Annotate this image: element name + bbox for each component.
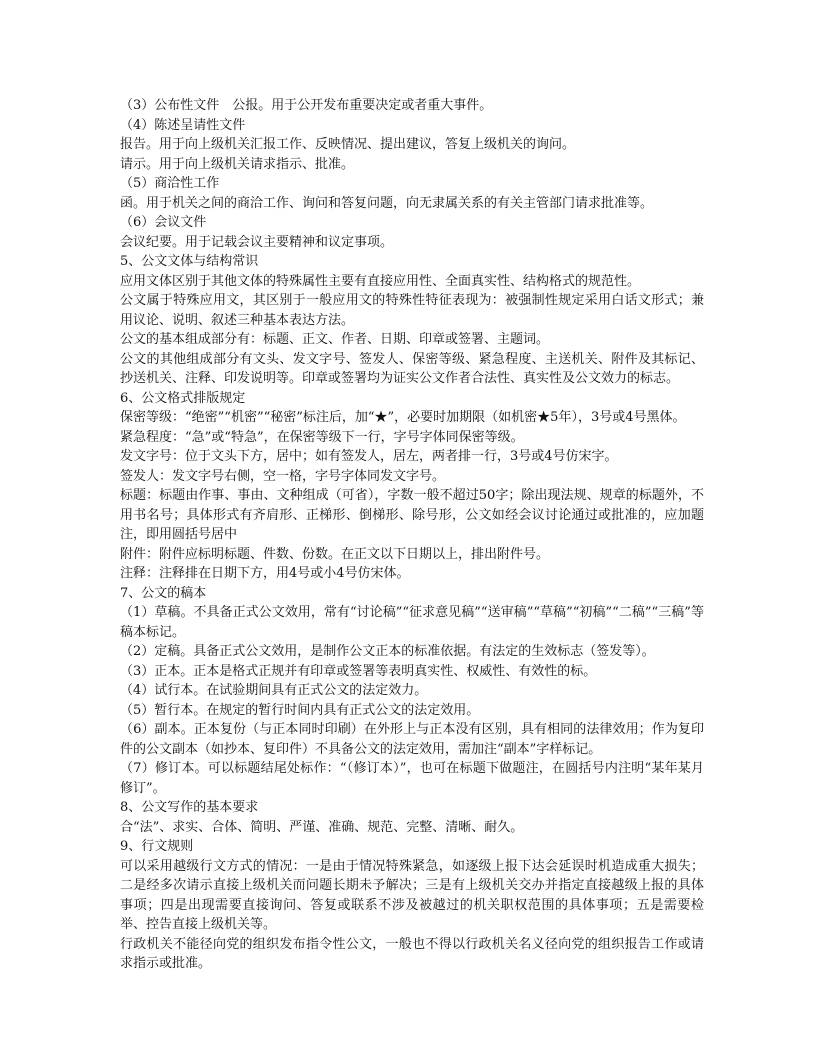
paragraph: 公文的其他组成部分有文头、发文字号、签发人、保密等级、紧急程度、主送机关、附件及其标记、抄送机关、注释、印发说明等。印章或签署均为证实公文作者合法性、真实性及公文效力的标志。 [120, 351, 704, 386]
paragraph: （7）修订本。可以标题结尾处标作：“（修订本）”，也可在标题下做题注，在圆括号内注明“某年某月修订”。 [120, 761, 704, 796]
paragraph: 公文的基本组成部分有：标题、正文、作者、日期、印章或签署、主题词。 [120, 332, 550, 347]
section-heading: 5、公文文体与结构常识 [120, 254, 259, 269]
paragraph: 注释：注释排在日期下方，用4号或小4号仿宋体。 [120, 566, 410, 581]
paragraph: （6）副本。正本复份（与正本同时印刷）在外形上与正本没有区别，具有相同的法律效用；作为复印件的公文副本（如抄本、复印件）不具备公文的法定效用，需加注“副本”字样标记。 [120, 722, 704, 757]
section-heading: 9、行文规则 [120, 839, 194, 854]
paragraph: （3）公布性文件 公报。用于公开发布重要决定或者重大事件。 [120, 98, 493, 113]
paragraph: 报告。用于向上级机关汇报工作、反映情况、提出建议，答复上级机关的询问。 [120, 137, 576, 152]
paragraph: 应用文体区别于其他文体的特殊属性主要有直接应用性、全面真实性、结构格式的规范性。 [120, 273, 641, 289]
paragraph: 签发人：发文字号右侧，空一格，字号字体同发文字号。 [120, 468, 446, 484]
paragraph: 发文字号：位于文头下方，居中；如有签发人，居左，两者排一行，3号或4号仿宋字。 [120, 449, 618, 464]
section-heading: 6、公文格式排版规定 [120, 390, 246, 406]
section-subheading: （4）陈述呈请性文件 [120, 117, 246, 133]
paragraph: 保密等级：“绝密”“机密”“秘密”标注后，加“★”，必要时加期限（如机密★5年），3号或4号黑体。 [120, 410, 686, 425]
section-subheading: （6）会议文件 [120, 215, 207, 230]
paragraph: 请示。用于向上级机关请求指示、批准。 [120, 156, 355, 172]
paragraph: （3）正本。正本是格式正规并有印章或签署等表明真实性、权威性、有效性的标。 [120, 663, 597, 679]
paragraph: 合“法”、求实、合体、简明、严谨、准确、规范、完整、清晰、耐久。 [120, 819, 524, 835]
paragraph: （2）定稿。具备正式公文效用，是制作公文正本的标准依据。有法定的生效标志（签发等）。 [120, 644, 655, 659]
paragraph: 函。用于机关之间的商洽工作、询问和答复问题，向无隶属关系的有关主管部门请求批准等。 [120, 195, 654, 211]
paragraph: 行政机关不能径向党的组织发布指令性公文，一般也不得以行政机关名义径向党的组织报告工作或请求指示或批准。 [120, 936, 704, 971]
paragraph: 会议纪要。用于记载会议主要精神和议定事项。 [120, 234, 394, 250]
section-heading: 8、公文写作的基本要求 [120, 800, 259, 815]
paragraph: （4）试行本。在试验期间具有正式公文的法定效力。 [120, 683, 428, 698]
paragraph: 紧急程度：“急”或“特急”，在保密等级下一行，字号字体同保密等级。 [120, 429, 524, 445]
paragraph: （1）草稿。不具备正式公文效用，常有“讨论稿”“征求意见稿”“送审稿”“草稿”“初稿”“二稿”“三稿”等稿本标记。 [120, 605, 704, 640]
paragraph: （5）暂行本。在规定的暂行时间内具有正式公文的法定效用。 [120, 702, 480, 718]
document-body [120, 96, 704, 974]
paragraph: 附件：附件应标明标题、件数、份数。在正文以下日期以上，排出附件号。 [120, 546, 550, 562]
section-heading: 7、公文的稿本 [120, 585, 207, 601]
section-subheading: （5）商洽性工作 [120, 176, 220, 191]
paragraph: 公文属于特殊应用文，其区别于一般应用文的特殊性特征表现为：被强制性规定采用白话文形式；兼用议论、说明、叙述三种基本表达方法。 [120, 293, 704, 328]
paragraph: 可以采用越级行文方式的情况：一是由于情况特殊紧急，如逐级上报下达会延误时机造成重大损失；二是经多次请示直接上级机关而问题长期未予解决；三是有上级机关交办并指定直接越级上报的具体事项；四是出现需要直接询问、答复或联系不涉及被越过的机关职权范围的具体事项；五是需要检举、控告直接上级机关等。 [120, 858, 704, 932]
paragraph: 标题：标题由作事、事由、文种组成（可省），字数一般不超过50字；除出现法规、规章的标题外，不用书名号；具体形式有齐肩形、正梯形、倒梯形、除号形，公文如经会议讨论通过或批准的，应加题注，即用圆括号居中 [120, 488, 704, 542]
